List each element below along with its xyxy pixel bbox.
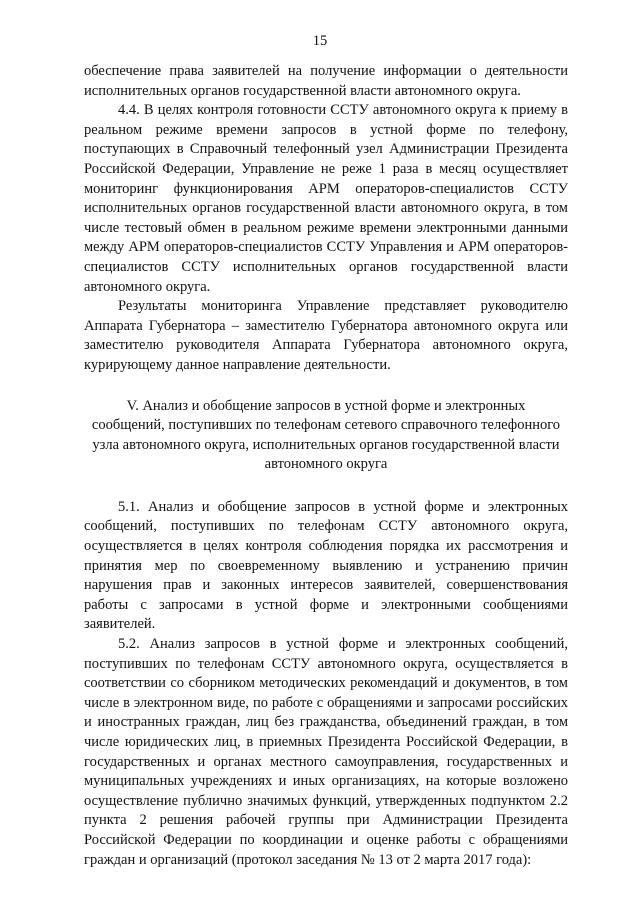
document-body <box>84 62 568 870</box>
section-heading: V. Анализ и обобщение запросов в устной форме и электронных сообщений, поступивших по телефонам сетевого справочного телефонного узла автономного округа, исполнительных органов государственной власти автономного округа <box>91 397 561 473</box>
paragraph-monitoring-results: Результаты мониторинга Управление представляет руководителю Аппарата Губернатора – заместителю Губернатора автономного округа или заместителю руководителя Аппарата Губернатора автономного округа, курирующему данное направление деятельности. <box>84 298 568 373</box>
paragraph-continuation: обеспечение права заявителей на получение информации о деятельности исполнительных органов государственной власти автономного округа. <box>84 63 568 99</box>
page-number: 15 <box>312 33 328 49</box>
paragraph-5-2: 5.2. Анализ запросов в устной форме и электронных сообщений, поступивших по телефонам ССТУ автономного округа, осуществляется в соответствии со сборником методических рекомендаций и документов, в том числе в электронном виде, по работе с обращениями и запросами российских и иностранных граждан, лиц без гражданства, объединений граждан, в том числе юридических лиц, в приемных Президента Российской Федерации, в государственных и органах местного самоуправления, государственных и муниципальных учреждениях и иных организациях, на которые возложено осуществление публично значимых функций, утвержденных подпунктом 2.2 пункта 2 решения рабочей группы при Администрации Президента Российской Федерации по координации и оценке работы с обращениями граждан и организаций (протокол заседания № 13 от 2 марта 2017 года): <box>84 636 568 868</box>
paragraph-4-4: 4.4. В целях контроля готовности ССТУ автономного округа к приему в реальном режиме времени запросов в устной форме по телефону, поступающих в Справочный телефонный узел Администрации Президента Российской Федерации, Управление не реже 1 раза в месяц осуществляет мониторинг функционирования АРМ операторов-специалистов ССТУ исполнительных органов государственной власти автономного округа, в том числе тестовый обмен в реальном режиме времени электронными данными между АРМ операторов-специалистов ССТУ Управления и АРМ операторов-специалистов ССТУ исполнительных органов государственной власти автономного округа. <box>84 102 568 295</box>
paragraph-5-1: 5.1. Анализ и обобщение запросов в устной форме и электронных сообщений, поступивших по телефонам ССТУ автономного округа, осуществляется в целях контроля соблюдения порядка их рассмотрения и принятия мер по своевременному выявлению и устранению причин нарушения прав и законных интересов заявителей, совершенствования работы с запросами в устной форме и электронными сообщениями заявителей. <box>84 498 568 633</box>
